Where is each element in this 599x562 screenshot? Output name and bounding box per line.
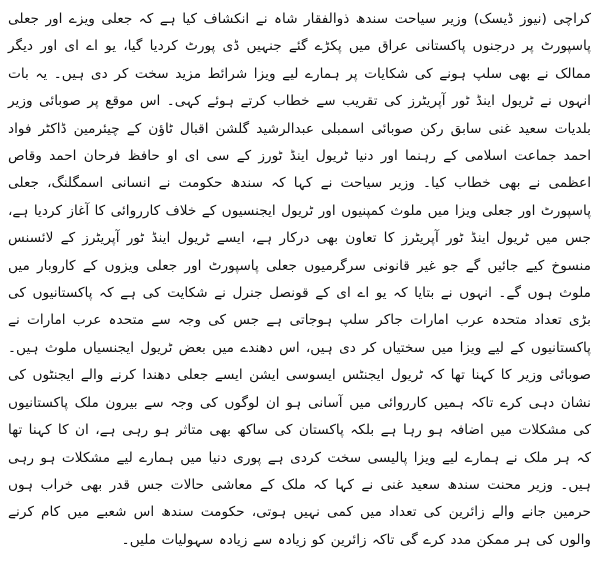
article-body: کراچی (نیوز ڈیسک) وزیر سیاحت سندھ ذوالفقار شاہ نے انکشاف کیا ہے کہ جعلی ویزے اور جعلی پاسپورٹ پر درجنوں پاکستانی عراق میں پکڑے گئے جنہیں ڈی پورٹ کردیا گیا، یو اے ای اور دیگر ممالک نے بھی سلپ ہونے کی شکایات پر ہمارے لیے ویزا شرائط مزید سخت کر دی ہیں۔ یہ بات انہوں نے ٹریول اینڈ ٹور آپریٹرز کی تقریب سے خطاب کرتے ہوئے کہی۔ اس موقع پر صوبائی وزیر بلدیات سعید غنی سابق رکن صوبائی اسمبلی عبدالرشید گلشن اقبال ٹاؤن کے چیئرمین ڈاکٹر فواد احمد جماعت اسلامی کے رہنما اور دنیا ٹریول اینڈ ٹورز کے سی ای او حافظ فرحان احمد وقاص اعظمی نے بھی خطاب کیا۔ وزیر سیاحت نے کہا کہ سندھ حکومت نے انسانی اسمگلنگ، جعلی پاسپورٹ اور جعلی ویزا میں ملوث کمپنیوں اور ٹریول ایجنسیوں کے خلاف کارروائی کا آغاز کردیا ہے، جس میں ٹریول اینڈ ٹور آپریٹرز کا تعاون بھی درکار ہے، ایسے ٹریول اینڈ ٹور آپریٹرز کے لائسنس منسوخ کیے جائیں گے جو غیر قانونی سرگرمیوں جعلی پاسپورٹ اور جعلی ویزوں کے کاروبار میں ملوث ہوں گے۔ انہوں نے بتایا کہ یو اے ای کے قونصل جنرل نے شکایت کی ہے کہ پاکستانیوں کی بڑی تعداد متحدہ عرب امارات جاکر سلپ ہوجاتی ہے جس کی وجہ سے متحدہ عرب امارات نے پاکستانیوں کے لیے ویزا میں سختیاں کر دی ہیں، اس دھندے میں بعض ٹریول ایجنسیاں ملوث ہیں۔ صوبائی وزیر کا کہنا تھا کہ ٹریول ایجنٹس ایسوسی ایشن ایسے جعلی دھندا کرنے والے ایجنٹوں کی نشان دہی کرے تاکہ ہمیں کارروائی میں آسانی ہو ان لوگوں کی وجہ سے بیرون ملک پاکستانیوں کی مشکلات میں اضافہ ہو رہا ہے بلکہ پاکستان کی ساکھ بھی متاثر ہو رہی ہے، ان کا کہنا تھا کہ ہر ملک نے ہمارے لیے ویزا پالیسی سخت کردی ہے پوری دنیا میں ہمارے لیے مشکلات ہو رہی ہیں۔ وزیر محنت سندھ سعید غنی نے کہا کہ ملک کے معاشی حالات جس قدر بھی خراب ہوں حرمین جانے والے زائرین کی تعداد میں کمی نہیں ہوتی، حکومت سندھ اس شعبے میں کام کرنے والوں کی ہر ممکن مدد کرے گی تاکہ زائرین کو زیادہ سے زیادہ سہولیات ملیں۔	[8, 11, 591, 548]
